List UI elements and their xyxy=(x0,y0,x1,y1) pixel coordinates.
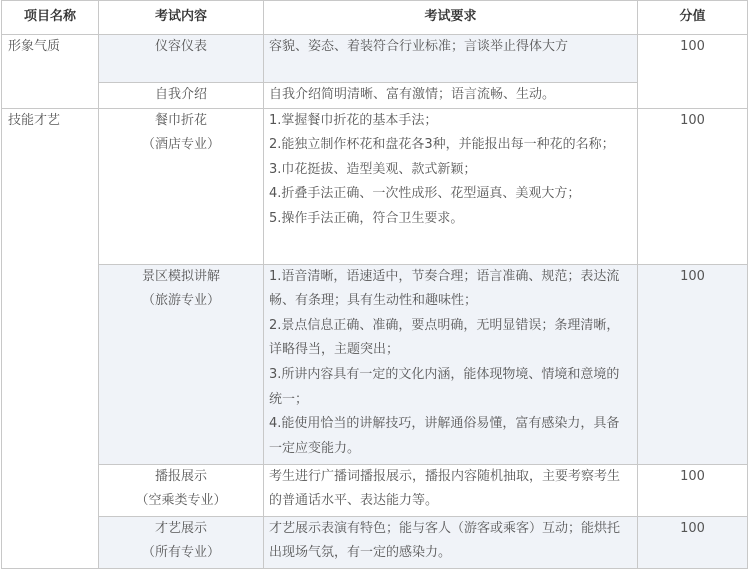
exam-table xyxy=(1,0,748,569)
header-score: 分值 xyxy=(638,1,748,35)
score-text: 100 xyxy=(680,112,705,128)
content-cell xyxy=(99,464,264,516)
header-row xyxy=(2,1,748,35)
score-text: 100 xyxy=(680,520,705,536)
table-row xyxy=(2,264,748,464)
content-text: 仪容仪表 xyxy=(154,39,207,54)
requirement-text: 考生进行广播词播报展示，播报内容随机抽取，主要考察考生的普通话水平、表达能力等。 xyxy=(269,468,621,509)
category-cell xyxy=(2,35,99,109)
table-row xyxy=(2,516,748,568)
table-row xyxy=(2,35,748,83)
content-text: 才艺展示 xyxy=(154,520,207,536)
category-text: 形象气质 xyxy=(8,39,61,54)
score-cell xyxy=(638,108,748,264)
requirement-text: 4.能使用恰当的讲解技巧，讲解通俗易懂，富有感染力，具备一定应变能力。 xyxy=(269,416,620,456)
score-text: 100 xyxy=(680,468,705,484)
content-subtext: （空乘类专业） xyxy=(135,493,227,509)
requirements-cell xyxy=(264,264,638,464)
table-row xyxy=(2,108,748,264)
requirement-text: 2.能独立制作杯花和盘花各3种，并能报出每一种花的名称； xyxy=(269,137,615,153)
content-text: 餐巾折花 xyxy=(154,112,207,128)
requirement-text: 3.巾花挺拔、造型美观、款式新颖； xyxy=(269,161,477,177)
content-cell xyxy=(99,108,264,264)
requirement-text: 容貌、姿态、着装符合行业标准；言谈举止得体大方 xyxy=(269,39,569,54)
requirement-text: 4.折叠手法正确、一次性成形、花型逼真、美观大方； xyxy=(269,186,581,202)
content-subtext: （所有专业） xyxy=(141,545,220,561)
requirements-cell xyxy=(264,108,638,264)
table-row xyxy=(2,464,748,516)
score-cell xyxy=(638,35,748,109)
requirement-text: 3.所讲内容具有一定的文化内涵，能体现物境、情境和意境的统一； xyxy=(269,366,620,407)
score-cell xyxy=(638,516,748,568)
content-cell xyxy=(99,264,264,464)
requirement-text: 才艺展示表演有特色；能与客人（游客或乘客）互动；能烘托出现场气氛，有一定的感染力。 xyxy=(269,520,621,561)
requirements-cell xyxy=(264,83,638,109)
category-text: 技能才艺 xyxy=(8,112,61,128)
table-row xyxy=(2,83,748,109)
requirements-cell xyxy=(264,516,638,568)
content-text: 播报展示 xyxy=(154,468,207,484)
requirement-text: 2.景点信息正确、准确，要点明确，无明显错误；条理清晰，详略得当，主题突出； xyxy=(269,317,620,358)
requirement-text: 自我介绍简明清晰、富有激情；语言流畅、生动。 xyxy=(269,87,556,102)
requirement-text: 1.掌握餐巾折花的基本手法； xyxy=(269,112,438,128)
category-cell xyxy=(2,108,99,568)
requirement-text: 5.操作手法正确，符合卫生要求。 xyxy=(269,210,464,226)
content-cell xyxy=(99,516,264,568)
content-cell xyxy=(99,35,264,83)
score-text: 100 xyxy=(680,268,705,284)
requirement-text: 1.语音清晰，语速适中，节奏合理；语言准确、规范；表达流畅、有条理；具有生动性和趣味性； xyxy=(269,268,620,309)
header-requirements: 考试要求 xyxy=(264,1,638,35)
requirements-cell xyxy=(264,464,638,516)
requirements-cell xyxy=(264,35,638,83)
score-cell xyxy=(638,464,748,516)
header-content: 考试内容 xyxy=(99,1,264,35)
content-text: 自我介绍 xyxy=(154,87,207,102)
content-cell xyxy=(99,83,264,109)
score-text: 100 xyxy=(680,39,705,54)
content-subtext: （酒店专业） xyxy=(141,137,220,153)
header-category: 项目名称 xyxy=(2,1,99,35)
score-cell xyxy=(638,264,748,464)
content-subtext: （旅游专业） xyxy=(141,293,220,309)
content-text: 景区模拟讲解 xyxy=(141,268,220,284)
